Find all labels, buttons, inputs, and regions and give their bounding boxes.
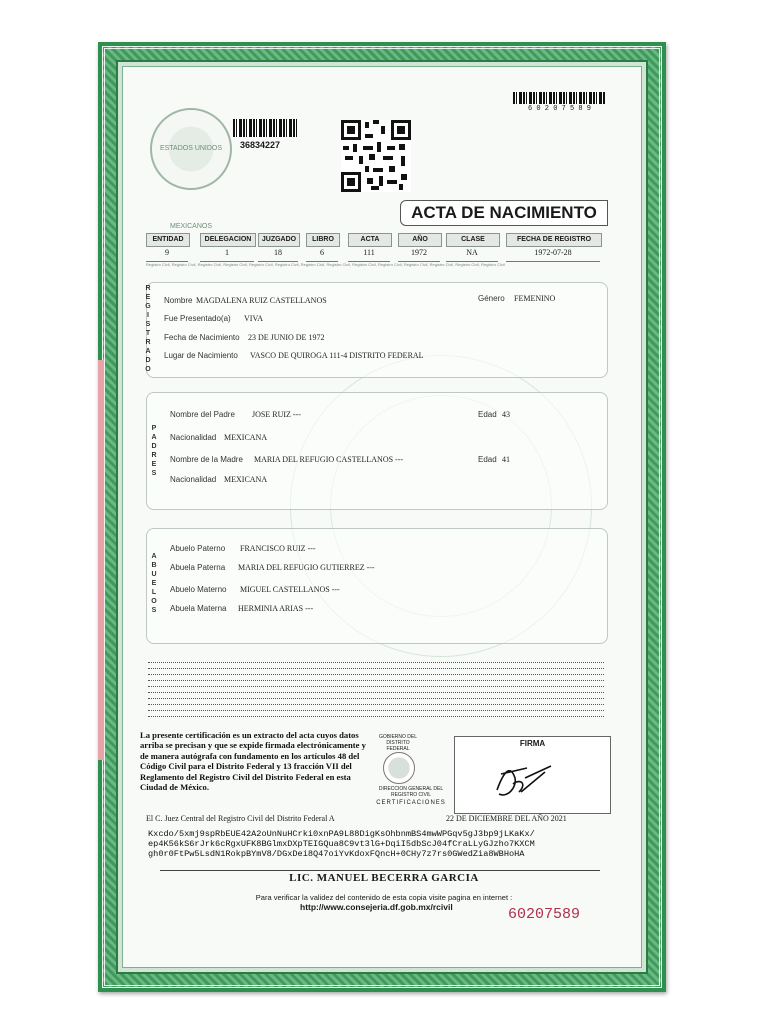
side-label-registrado <box>143 284 153 374</box>
signature-line <box>160 870 600 871</box>
side-label-abuelos <box>149 552 159 615</box>
presentado-value: VIVA <box>244 314 263 323</box>
side-label-abuelos-text: ABUELOS <box>151 553 157 614</box>
fecha-nacimiento-label: Fecha de Nacimiento <box>164 333 240 342</box>
notes-line <box>148 710 604 712</box>
hdr-libro: LIBRO <box>306 233 340 247</box>
hdr-juzgado: JUZGADO <box>258 233 300 247</box>
electronic-signature-code: Kxcdo/5xmj9spRbEUE42A2oUnNuHCrki0xnPA9L88DigKsOhbnmBS4mwWPGqv5gJ3bp9jLKaKx/ ep4K56kS6rJrk6cRgxUFK8BGlmxDXpTEIGQua8C9vt3lG+DqiI5dbScJ04fCraLLyGJzho7KXCM gh0r0FtPw5LsdN1RokpBYmV8/DGxDei8Q47oiYvKdoxFQncH+0CHy7z7rs0GWedZia8WBHoHA <box>148 829 535 859</box>
padre-edad-label: Edad <box>478 410 497 419</box>
madre-nacionalidad-value: MEXICANA <box>224 475 268 484</box>
notes-line <box>148 716 604 718</box>
hdr-entidad: ENTIDAD <box>146 233 190 247</box>
side-label-registrado-text: REGISTRADO <box>145 285 151 373</box>
red-edge <box>98 360 104 760</box>
juez-line: El C. Juez Central del Registro Civil del Distrito Federal A <box>146 814 335 823</box>
notes-line <box>148 674 604 676</box>
padre-nacionalidad-label: Nacionalidad <box>170 433 217 442</box>
qr-code <box>341 120 411 192</box>
genero-value: FEMENINO <box>514 294 556 303</box>
direccion-label: DIRECCION GENERAL DEL REGISTRO CIVIL <box>378 786 444 798</box>
padre-value: JOSE RUIZ --- <box>252 410 301 419</box>
notes-line <box>148 698 604 700</box>
abuelo-materno-value: MIGUEL CASTELLANOS --- <box>240 585 340 594</box>
abuela-paterna-value: MARIA DEL REFUGIO GUTIERREZ --- <box>238 563 375 572</box>
abuelo-materno-label: Abuelo Materno <box>170 585 227 594</box>
abuelo-paterno-value: FRANCISCO RUIZ --- <box>240 544 316 553</box>
signature-icon <box>455 748 610 808</box>
national-seal-icon: ESTADOS UNIDOS MEXICANOS <box>150 108 232 190</box>
official-name: LIC. MANUEL BECERRA GARCIA <box>289 872 479 884</box>
abuela-materna-value: HERMINIA ARIAS --- <box>238 604 314 613</box>
padre-edad-value: 43 <box>502 410 510 419</box>
side-label-padres-text: PADRES <box>151 425 157 477</box>
madre-edad-label: Edad <box>478 455 497 464</box>
genero-label: Género <box>478 294 505 303</box>
registry-ribbon: Registro Civil, Registro Civil, Registro Civil, Registro Civil, Registro Civil, Registro Civil, Registro Civil, Registro Civil, Registro Civil, Registro Civil, Registro Civil, Registro Civil, Registro Civil, Registro Civil <box>146 262 505 267</box>
val-clase: NA <box>446 245 498 262</box>
val-delegacion: 1 <box>200 245 254 262</box>
nombre-value: MAGDALENA RUIZ CASTELLANOS <box>196 296 327 305</box>
madre-edad-value: 41 <box>502 455 510 464</box>
notes-line <box>148 692 604 694</box>
hdr-clase: CLASE <box>446 233 500 247</box>
top-barcode <box>513 92 605 104</box>
val-ano: 1972 <box>398 245 440 262</box>
hdr-ano: AÑO <box>398 233 442 247</box>
verify-url[interactable]: http://www.consejeria.df.gob.mx/rcivil <box>300 902 453 912</box>
notes-line <box>148 704 604 706</box>
val-libro: 6 <box>306 245 338 262</box>
gob-seal-icon <box>383 752 415 784</box>
abuela-materna-label: Abuela Materna <box>170 604 227 613</box>
val-fecha-registro: 1972-07-28 <box>506 245 600 262</box>
barcode <box>233 119 297 137</box>
hdr-delegacion: DELEGACION <box>200 233 256 247</box>
abuela-paterna-label: Abuela Paterna <box>170 563 226 572</box>
fecha-nacimiento-value: 23 DE JUNIO DE 1972 <box>248 333 325 342</box>
madre-value: MARIA DEL REFUGIO CASTELLANOS --- <box>254 455 404 464</box>
folio-number: 60207589 <box>508 906 581 923</box>
padre-label: Nombre del Padre <box>170 410 235 419</box>
side-label-padres <box>149 424 159 478</box>
hdr-acta: ACTA <box>348 233 392 247</box>
notes-line <box>148 668 604 670</box>
abuelo-paterno-label: Abuelo Paterno <box>170 544 226 553</box>
gob-label: GOBIERNO DEL DISTRITO FEDERAL <box>378 734 418 752</box>
hdr-fecha-registro: FECHA DE REGISTRO <box>506 233 602 247</box>
padre-nacionalidad-value: MEXICANA <box>224 433 268 442</box>
notes-line <box>148 662 604 664</box>
val-acta: 111 <box>348 245 390 262</box>
val-entidad: 9 <box>146 245 188 262</box>
val-juzgado: 18 <box>258 245 298 262</box>
verify-text: Para verificar la validez del contenido de esta copia visite pagina en internet : <box>255 893 513 902</box>
top-barcode-number: 6 0 2 0 7 5 8 9 <box>528 105 592 113</box>
madre-label: Nombre de la Madre <box>170 455 243 464</box>
barcode-number: 36834227 <box>240 140 281 150</box>
lugar-nacimiento-label: Lugar de Nacimiento <box>164 351 238 360</box>
lugar-nacimiento-value: VASCO DE QUIROGA 111-4 DISTRITO FEDERAL <box>250 351 424 360</box>
presentado-label: Fue Presentado(a) <box>164 314 231 323</box>
madre-nacionalidad-label: Nacionalidad <box>170 475 217 484</box>
certification-date: 22 DE DICIEMBRE DEL AÑO 2021 <box>446 814 567 823</box>
certification-text: La presente certificación es un extracto del acta cuyos datos arriba se precisan y que se expide firmada electrónicamente y de manera autógrafa con fundamento en los artículos 48 del Código Civil para el Distrito Federal y 13 fracción VII del Reglamento del Registro Civil del Distrito Federal en esta Ciudad de México. <box>140 730 366 793</box>
firma-label: FIRMA <box>519 739 546 748</box>
notes-line <box>148 686 604 688</box>
nombre-label: Nombre <box>164 296 193 305</box>
signature-box <box>454 736 611 814</box>
document-title: ACTA DE NACIMIENTO <box>400 200 608 226</box>
certificaciones-label: CERTIFICACIONES <box>376 800 446 806</box>
notes-line <box>148 680 604 682</box>
